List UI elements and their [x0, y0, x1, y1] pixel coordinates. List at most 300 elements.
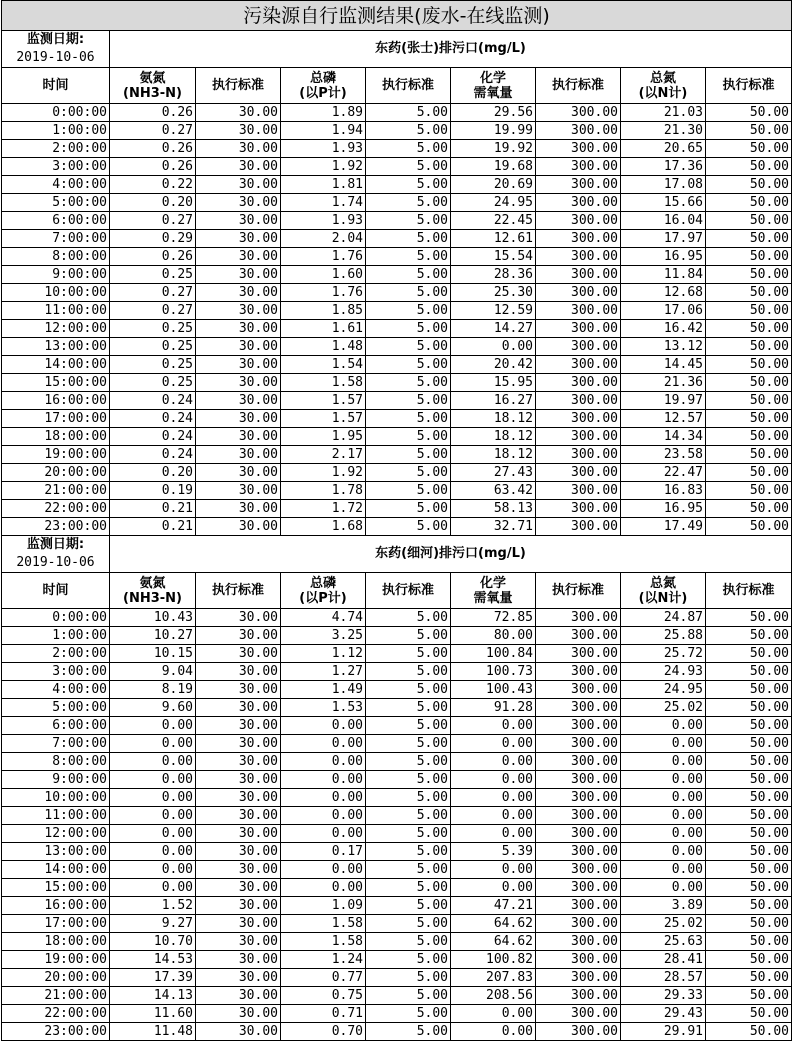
tn-standard: 50.00 [706, 627, 792, 645]
tp-standard: 5.00 [366, 356, 451, 374]
section-info-row [2, 536, 792, 573]
table-row [2, 663, 792, 681]
tn-value: 21.30 [621, 122, 706, 140]
date-value: 2019-10-06 [16, 50, 95, 65]
nh3-value: 0.26 [110, 248, 196, 266]
nh3-value: 17.39 [110, 969, 196, 987]
header-std-cod: 执行标准 [536, 68, 621, 104]
nh3-value: 0.27 [110, 284, 196, 302]
nh3-standard: 30.00 [196, 645, 281, 663]
cod-value: 100.73 [451, 663, 536, 681]
cod-standard: 300.00 [536, 735, 621, 753]
nh3-standard: 30.00 [196, 176, 281, 194]
table-row [2, 897, 792, 915]
tn-standard: 50.00 [706, 717, 792, 735]
table-row [2, 230, 792, 248]
tp-value: 0.00 [281, 861, 366, 879]
cod-value: 18.12 [451, 446, 536, 464]
cod-value: 19.99 [451, 122, 536, 140]
column-header-row [2, 573, 792, 609]
nh3-value: 0.25 [110, 320, 196, 338]
time-cell: 16:00:00 [2, 392, 110, 410]
cod-value: 0.00 [451, 789, 536, 807]
table-row [2, 879, 792, 897]
tn-value: 29.91 [621, 1023, 706, 1041]
nh3-value: 14.53 [110, 951, 196, 969]
tn-standard: 50.00 [706, 969, 792, 987]
table-row [2, 284, 792, 302]
tn-value: 0.00 [621, 753, 706, 771]
cod-value: 27.43 [451, 464, 536, 482]
nh3-value: 0.25 [110, 338, 196, 356]
table-row [2, 518, 792, 536]
time-cell: 12:00:00 [2, 320, 110, 338]
table-row [2, 789, 792, 807]
time-cell: 9:00:00 [2, 266, 110, 284]
tn-standard: 50.00 [706, 915, 792, 933]
nh3-standard: 30.00 [196, 212, 281, 230]
cod-value: 0.00 [451, 338, 536, 356]
tp-standard: 5.00 [366, 609, 451, 627]
nh3-standard: 30.00 [196, 356, 281, 374]
time-cell: 7:00:00 [2, 230, 110, 248]
tp-value: 0.00 [281, 771, 366, 789]
nh3-value: 0.27 [110, 122, 196, 140]
time-cell: 13:00:00 [2, 338, 110, 356]
tn-standard: 50.00 [706, 302, 792, 320]
tp-standard: 5.00 [366, 392, 451, 410]
tn-value: 12.57 [621, 410, 706, 428]
header-std-tn: 执行标准 [706, 68, 792, 104]
time-cell: 19:00:00 [2, 446, 110, 464]
header-cod-line2: 需氧量 [473, 590, 513, 606]
tp-standard: 5.00 [366, 248, 451, 266]
tp-standard: 5.00 [366, 771, 451, 789]
tp-value: 1.09 [281, 897, 366, 915]
nh3-value: 9.27 [110, 915, 196, 933]
table-row [2, 158, 792, 176]
cod-value: 18.12 [451, 410, 536, 428]
time-cell: 20:00:00 [2, 464, 110, 482]
nh3-standard: 30.00 [196, 464, 281, 482]
nh3-value: 11.60 [110, 1005, 196, 1023]
cod-standard: 300.00 [536, 807, 621, 825]
cod-standard: 300.00 [536, 627, 621, 645]
tn-value: 17.08 [621, 176, 706, 194]
cod-standard: 300.00 [536, 356, 621, 374]
cod-standard: 300.00 [536, 320, 621, 338]
tn-value: 16.04 [621, 212, 706, 230]
cod-value: 91.28 [451, 699, 536, 717]
tn-standard: 50.00 [706, 194, 792, 212]
cod-value: 80.00 [451, 627, 536, 645]
cod-standard: 300.00 [536, 663, 621, 681]
date-label: 监测日期: [26, 32, 85, 47]
nh3-value: 11.48 [110, 1023, 196, 1041]
header-nh3 [110, 68, 196, 104]
tp-value: 4.74 [281, 609, 366, 627]
tn-standard: 50.00 [706, 464, 792, 482]
time-cell: 5:00:00 [2, 194, 110, 212]
tn-standard: 50.00 [706, 518, 792, 536]
tn-value: 16.95 [621, 248, 706, 266]
tp-standard: 5.00 [366, 951, 451, 969]
table-row [2, 735, 792, 753]
nh3-value: 8.19 [110, 681, 196, 699]
tn-standard: 50.00 [706, 681, 792, 699]
tp-value: 1.27 [281, 663, 366, 681]
tp-standard: 5.00 [366, 158, 451, 176]
time-cell: 2:00:00 [2, 645, 110, 663]
table-row [2, 627, 792, 645]
tn-standard: 50.00 [706, 861, 792, 879]
cod-standard: 300.00 [536, 897, 621, 915]
tp-standard: 5.00 [366, 212, 451, 230]
tn-standard: 50.00 [706, 1023, 792, 1041]
header-nh3 [110, 573, 196, 609]
cod-standard: 300.00 [536, 158, 621, 176]
nh3-standard: 30.00 [196, 140, 281, 158]
tp-value: 0.00 [281, 807, 366, 825]
tn-standard: 50.00 [706, 410, 792, 428]
tp-value: 1.72 [281, 500, 366, 518]
cod-standard: 300.00 [536, 500, 621, 518]
time-cell: 4:00:00 [2, 176, 110, 194]
outlet-name: 东药(细河)排污口(mg/L) [110, 536, 792, 573]
header-tp [281, 68, 366, 104]
tn-standard: 50.00 [706, 374, 792, 392]
tp-value: 1.48 [281, 338, 366, 356]
tn-value: 14.45 [621, 356, 706, 374]
tn-value: 0.00 [621, 843, 706, 861]
tp-standard: 5.00 [366, 861, 451, 879]
table-row [2, 987, 792, 1005]
table-row [2, 951, 792, 969]
cod-standard: 300.00 [536, 482, 621, 500]
cod-standard: 300.00 [536, 140, 621, 158]
nh3-standard: 30.00 [196, 482, 281, 500]
header-tn-line2: (以N计) [638, 590, 688, 606]
nh3-standard: 30.00 [196, 825, 281, 843]
tp-standard: 5.00 [366, 789, 451, 807]
table-row [2, 969, 792, 987]
tp-standard: 5.00 [366, 1023, 451, 1041]
tp-standard: 5.00 [366, 627, 451, 645]
time-cell: 21:00:00 [2, 482, 110, 500]
cod-standard: 300.00 [536, 122, 621, 140]
cod-value: 12.59 [451, 302, 536, 320]
nh3-standard: 30.00 [196, 897, 281, 915]
nh3-value: 0.27 [110, 212, 196, 230]
header-time: 时间 [2, 68, 110, 104]
tn-standard: 50.00 [706, 104, 792, 122]
cod-value: 63.42 [451, 482, 536, 500]
header-tp-line2: (以P计) [299, 85, 347, 101]
tp-standard: 5.00 [366, 987, 451, 1005]
header-tp-line2: (以P计) [299, 590, 347, 606]
nh3-standard: 30.00 [196, 104, 281, 122]
cod-standard: 300.00 [536, 338, 621, 356]
tp-standard: 5.00 [366, 518, 451, 536]
tn-standard: 50.00 [706, 122, 792, 140]
cod-value: 32.71 [451, 518, 536, 536]
cod-standard: 300.00 [536, 843, 621, 861]
tp-standard: 5.00 [366, 897, 451, 915]
tn-standard: 50.00 [706, 284, 792, 302]
table-row [2, 356, 792, 374]
tn-value: 28.41 [621, 951, 706, 969]
header-nh3-line2: (NH3-N) [123, 590, 182, 606]
tp-value: 0.00 [281, 753, 366, 771]
cod-standard: 300.00 [536, 861, 621, 879]
header-tp [281, 573, 366, 609]
time-cell: 5:00:00 [2, 699, 110, 717]
table-row [2, 248, 792, 266]
tp-standard: 5.00 [366, 266, 451, 284]
cod-value: 208.56 [451, 987, 536, 1005]
tn-standard: 50.00 [706, 771, 792, 789]
tn-value: 11.84 [621, 266, 706, 284]
time-cell: 23:00:00 [2, 518, 110, 536]
time-cell: 0:00:00 [2, 609, 110, 627]
nh3-value: 0.19 [110, 482, 196, 500]
tn-standard: 50.00 [706, 140, 792, 158]
cod-value: 20.69 [451, 176, 536, 194]
table-row [2, 176, 792, 194]
header-tn [621, 68, 706, 104]
cod-standard: 300.00 [536, 699, 621, 717]
nh3-standard: 30.00 [196, 861, 281, 879]
cod-standard: 300.00 [536, 825, 621, 843]
tp-standard: 5.00 [366, 933, 451, 951]
tp-value: 1.93 [281, 212, 366, 230]
table-row [2, 825, 792, 843]
tn-value: 17.49 [621, 518, 706, 536]
header-tp-line1: 总磷 [309, 70, 336, 86]
table-row [2, 104, 792, 122]
tp-value: 1.92 [281, 464, 366, 482]
cod-standard: 300.00 [536, 104, 621, 122]
cod-value: 19.68 [451, 158, 536, 176]
cod-standard: 300.00 [536, 428, 621, 446]
nh3-standard: 30.00 [196, 338, 281, 356]
tp-value: 1.57 [281, 392, 366, 410]
time-cell: 8:00:00 [2, 248, 110, 266]
time-cell: 3:00:00 [2, 663, 110, 681]
table-row [2, 446, 792, 464]
nh3-value: 1.52 [110, 897, 196, 915]
time-cell: 6:00:00 [2, 717, 110, 735]
table-row [2, 392, 792, 410]
time-cell: 0:00:00 [2, 104, 110, 122]
tp-value: 0.17 [281, 843, 366, 861]
table-row [2, 320, 792, 338]
tn-value: 24.93 [621, 663, 706, 681]
tn-standard: 50.00 [706, 933, 792, 951]
tp-standard: 5.00 [366, 104, 451, 122]
table-row [2, 122, 792, 140]
cod-value: 100.84 [451, 645, 536, 663]
cod-value: 100.82 [451, 951, 536, 969]
nh3-value: 0.00 [110, 843, 196, 861]
tp-standard: 5.00 [366, 338, 451, 356]
cod-standard: 300.00 [536, 771, 621, 789]
table-row [2, 194, 792, 212]
tn-standard: 50.00 [706, 212, 792, 230]
tn-standard: 50.00 [706, 735, 792, 753]
monitoring-date [2, 31, 110, 68]
tn-value: 29.33 [621, 987, 706, 1005]
tn-value: 22.47 [621, 464, 706, 482]
tn-standard: 50.00 [706, 825, 792, 843]
nh3-standard: 30.00 [196, 717, 281, 735]
cod-standard: 300.00 [536, 951, 621, 969]
tn-value: 23.58 [621, 446, 706, 464]
tn-standard: 50.00 [706, 230, 792, 248]
tn-standard: 50.00 [706, 338, 792, 356]
tp-standard: 5.00 [366, 645, 451, 663]
tn-standard: 50.00 [706, 789, 792, 807]
tn-standard: 50.00 [706, 699, 792, 717]
header-tn-line2: (以N计) [638, 85, 688, 101]
nh3-value: 0.00 [110, 879, 196, 897]
tp-value: 1.12 [281, 645, 366, 663]
tn-standard: 50.00 [706, 951, 792, 969]
cod-standard: 300.00 [536, 789, 621, 807]
table-row [2, 933, 792, 951]
tp-standard: 5.00 [366, 302, 451, 320]
time-cell: 23:00:00 [2, 1023, 110, 1041]
tn-standard: 50.00 [706, 645, 792, 663]
cod-standard: 300.00 [536, 176, 621, 194]
table-row [2, 609, 792, 627]
tp-standard: 5.00 [366, 482, 451, 500]
tn-standard: 50.00 [706, 356, 792, 374]
table-row [2, 807, 792, 825]
tp-standard: 5.00 [366, 735, 451, 753]
cod-standard: 300.00 [536, 464, 621, 482]
table-row [2, 140, 792, 158]
header-std-nh3: 执行标准 [196, 573, 281, 609]
table-row [2, 266, 792, 284]
header-cod-line1: 化学 [479, 70, 506, 86]
tp-value: 0.77 [281, 969, 366, 987]
cod-value: 28.36 [451, 266, 536, 284]
nh3-value: 0.24 [110, 428, 196, 446]
tp-value: 1.54 [281, 356, 366, 374]
time-cell: 11:00:00 [2, 302, 110, 320]
tp-value: 0.71 [281, 1005, 366, 1023]
tp-standard: 5.00 [366, 176, 451, 194]
cod-standard: 300.00 [536, 518, 621, 536]
nh3-value: 0.00 [110, 807, 196, 825]
time-cell: 2:00:00 [2, 140, 110, 158]
tn-value: 0.00 [621, 861, 706, 879]
tp-standard: 5.00 [366, 446, 451, 464]
tn-value: 19.97 [621, 392, 706, 410]
nh3-standard: 30.00 [196, 789, 281, 807]
nh3-standard: 30.00 [196, 230, 281, 248]
header-nh3-line2: (NH3-N) [123, 85, 182, 101]
tp-standard: 5.00 [366, 807, 451, 825]
tp-value: 1.93 [281, 140, 366, 158]
cod-value: 207.83 [451, 969, 536, 987]
cod-value: 0.00 [451, 1005, 536, 1023]
nh3-standard: 30.00 [196, 194, 281, 212]
time-cell: 21:00:00 [2, 987, 110, 1005]
cod-standard: 300.00 [536, 717, 621, 735]
cod-standard: 300.00 [536, 446, 621, 464]
header-cod [451, 573, 536, 609]
tp-standard: 5.00 [366, 410, 451, 428]
time-cell: 15:00:00 [2, 374, 110, 392]
tn-standard: 50.00 [706, 987, 792, 1005]
tn-standard: 50.00 [706, 807, 792, 825]
tn-value: 0.00 [621, 717, 706, 735]
nh3-standard: 30.00 [196, 446, 281, 464]
tn-standard: 50.00 [706, 446, 792, 464]
cod-value: 25.30 [451, 284, 536, 302]
header-time: 时间 [2, 573, 110, 609]
tn-value: 0.00 [621, 825, 706, 843]
tp-value: 3.25 [281, 627, 366, 645]
nh3-standard: 30.00 [196, 771, 281, 789]
cod-value: 18.12 [451, 428, 536, 446]
tp-value: 1.89 [281, 104, 366, 122]
tn-value: 3.89 [621, 897, 706, 915]
date-label: 监测日期: [26, 537, 85, 552]
table-row [2, 428, 792, 446]
nh3-value: 0.26 [110, 104, 196, 122]
cod-value: 0.00 [451, 861, 536, 879]
cod-value: 0.00 [451, 771, 536, 789]
tp-standard: 5.00 [366, 879, 451, 897]
cod-standard: 300.00 [536, 933, 621, 951]
tn-standard: 50.00 [706, 753, 792, 771]
tp-value: 2.17 [281, 446, 366, 464]
tn-standard: 50.00 [706, 248, 792, 266]
tn-standard: 50.00 [706, 482, 792, 500]
tp-value: 1.78 [281, 482, 366, 500]
nh3-value: 0.29 [110, 230, 196, 248]
tp-value: 1.58 [281, 915, 366, 933]
cod-value: 0.00 [451, 753, 536, 771]
table-row [2, 302, 792, 320]
table-row [2, 915, 792, 933]
tn-standard: 50.00 [706, 1005, 792, 1023]
nh3-standard: 30.00 [196, 609, 281, 627]
cod-value: 0.00 [451, 717, 536, 735]
cod-standard: 300.00 [536, 987, 621, 1005]
tp-value: 1.74 [281, 194, 366, 212]
time-cell: 19:00:00 [2, 951, 110, 969]
tp-value: 1.76 [281, 248, 366, 266]
nh3-standard: 30.00 [196, 807, 281, 825]
tn-value: 0.00 [621, 735, 706, 753]
cod-standard: 300.00 [536, 410, 621, 428]
cod-standard: 300.00 [536, 266, 621, 284]
tp-value: 1.60 [281, 266, 366, 284]
time-cell: 9:00:00 [2, 771, 110, 789]
time-cell: 6:00:00 [2, 212, 110, 230]
nh3-standard: 30.00 [196, 753, 281, 771]
tn-value: 25.02 [621, 699, 706, 717]
tp-value: 1.58 [281, 933, 366, 951]
nh3-standard: 30.00 [196, 663, 281, 681]
tp-standard: 5.00 [366, 428, 451, 446]
nh3-value: 0.00 [110, 825, 196, 843]
nh3-standard: 30.00 [196, 392, 281, 410]
